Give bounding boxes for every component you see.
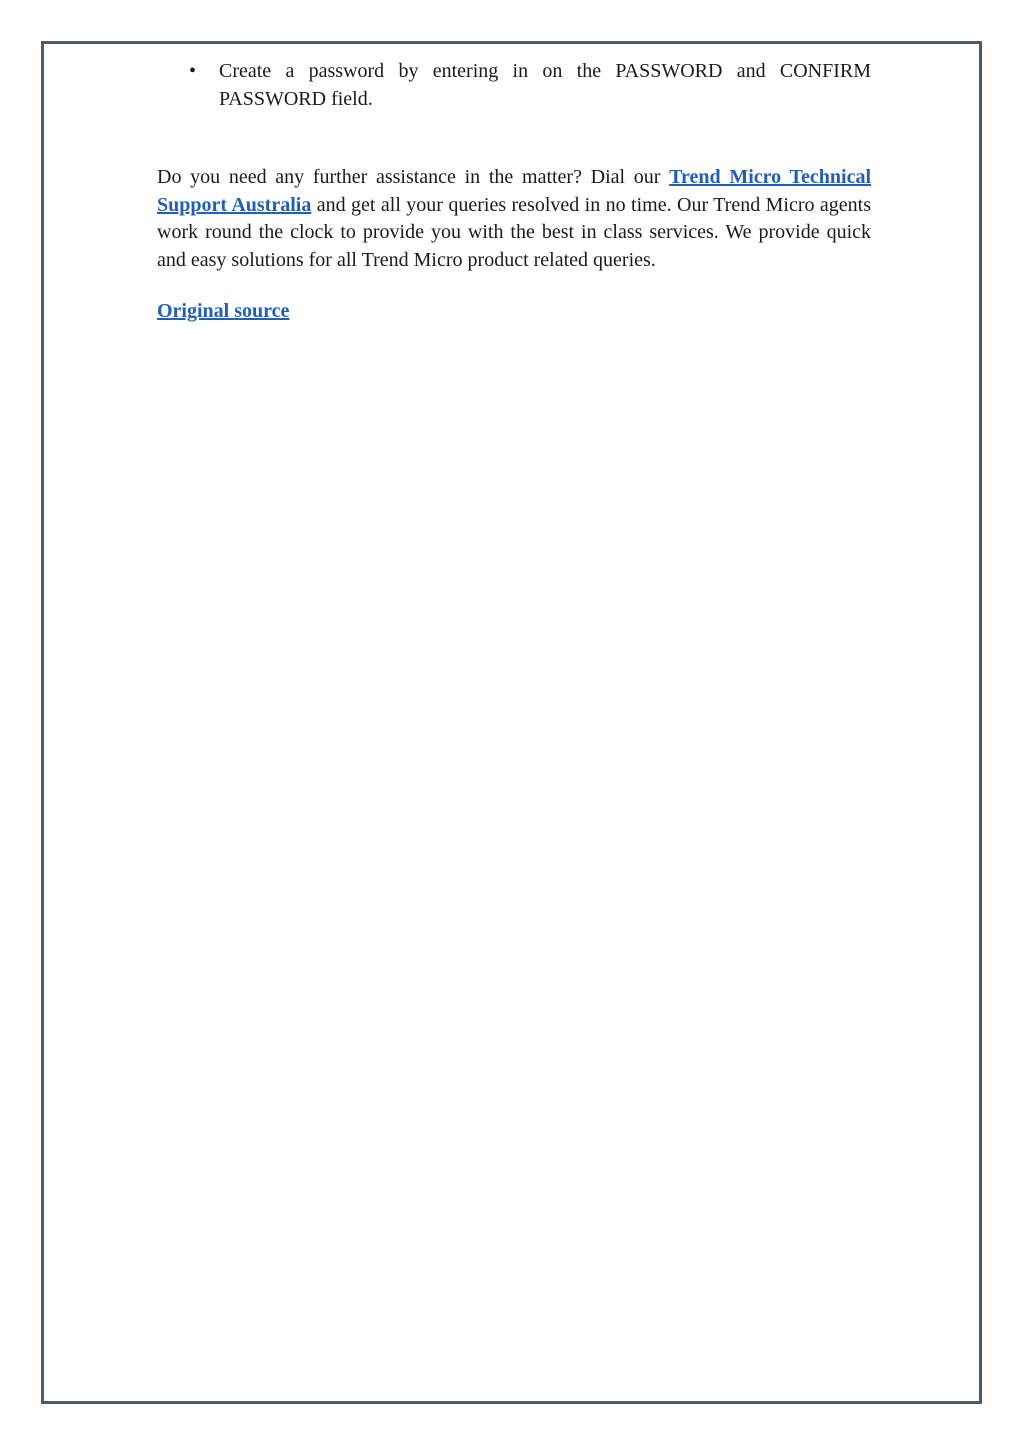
document-content xyxy=(157,58,871,326)
list-item xyxy=(157,58,871,113)
assistance-paragraph xyxy=(157,164,871,274)
bullet-dot-icon: • xyxy=(189,60,197,82)
original-source-link[interactable]: Original source xyxy=(157,300,290,322)
page-frame xyxy=(41,41,982,1404)
bullet-text: Create a password by entering in on the PASSWORD and CONFIRM PASSWORD field. xyxy=(219,60,871,110)
paragraph-text-before-link: Do you need any further assistance in the matter? Dial our xyxy=(157,166,670,188)
paragraph-text-after-link: and get all your queries resolved in no time. Our Trend Micro agents work round the clock to provide you with the best in class services. We provide quick and easy solutions for all Trend Micro product related queries. xyxy=(157,193,871,271)
trend-micro-support-link[interactable]: Trend Micro Technical Support Australia xyxy=(157,166,871,216)
bullet-list xyxy=(157,58,871,113)
source-line xyxy=(157,298,871,326)
